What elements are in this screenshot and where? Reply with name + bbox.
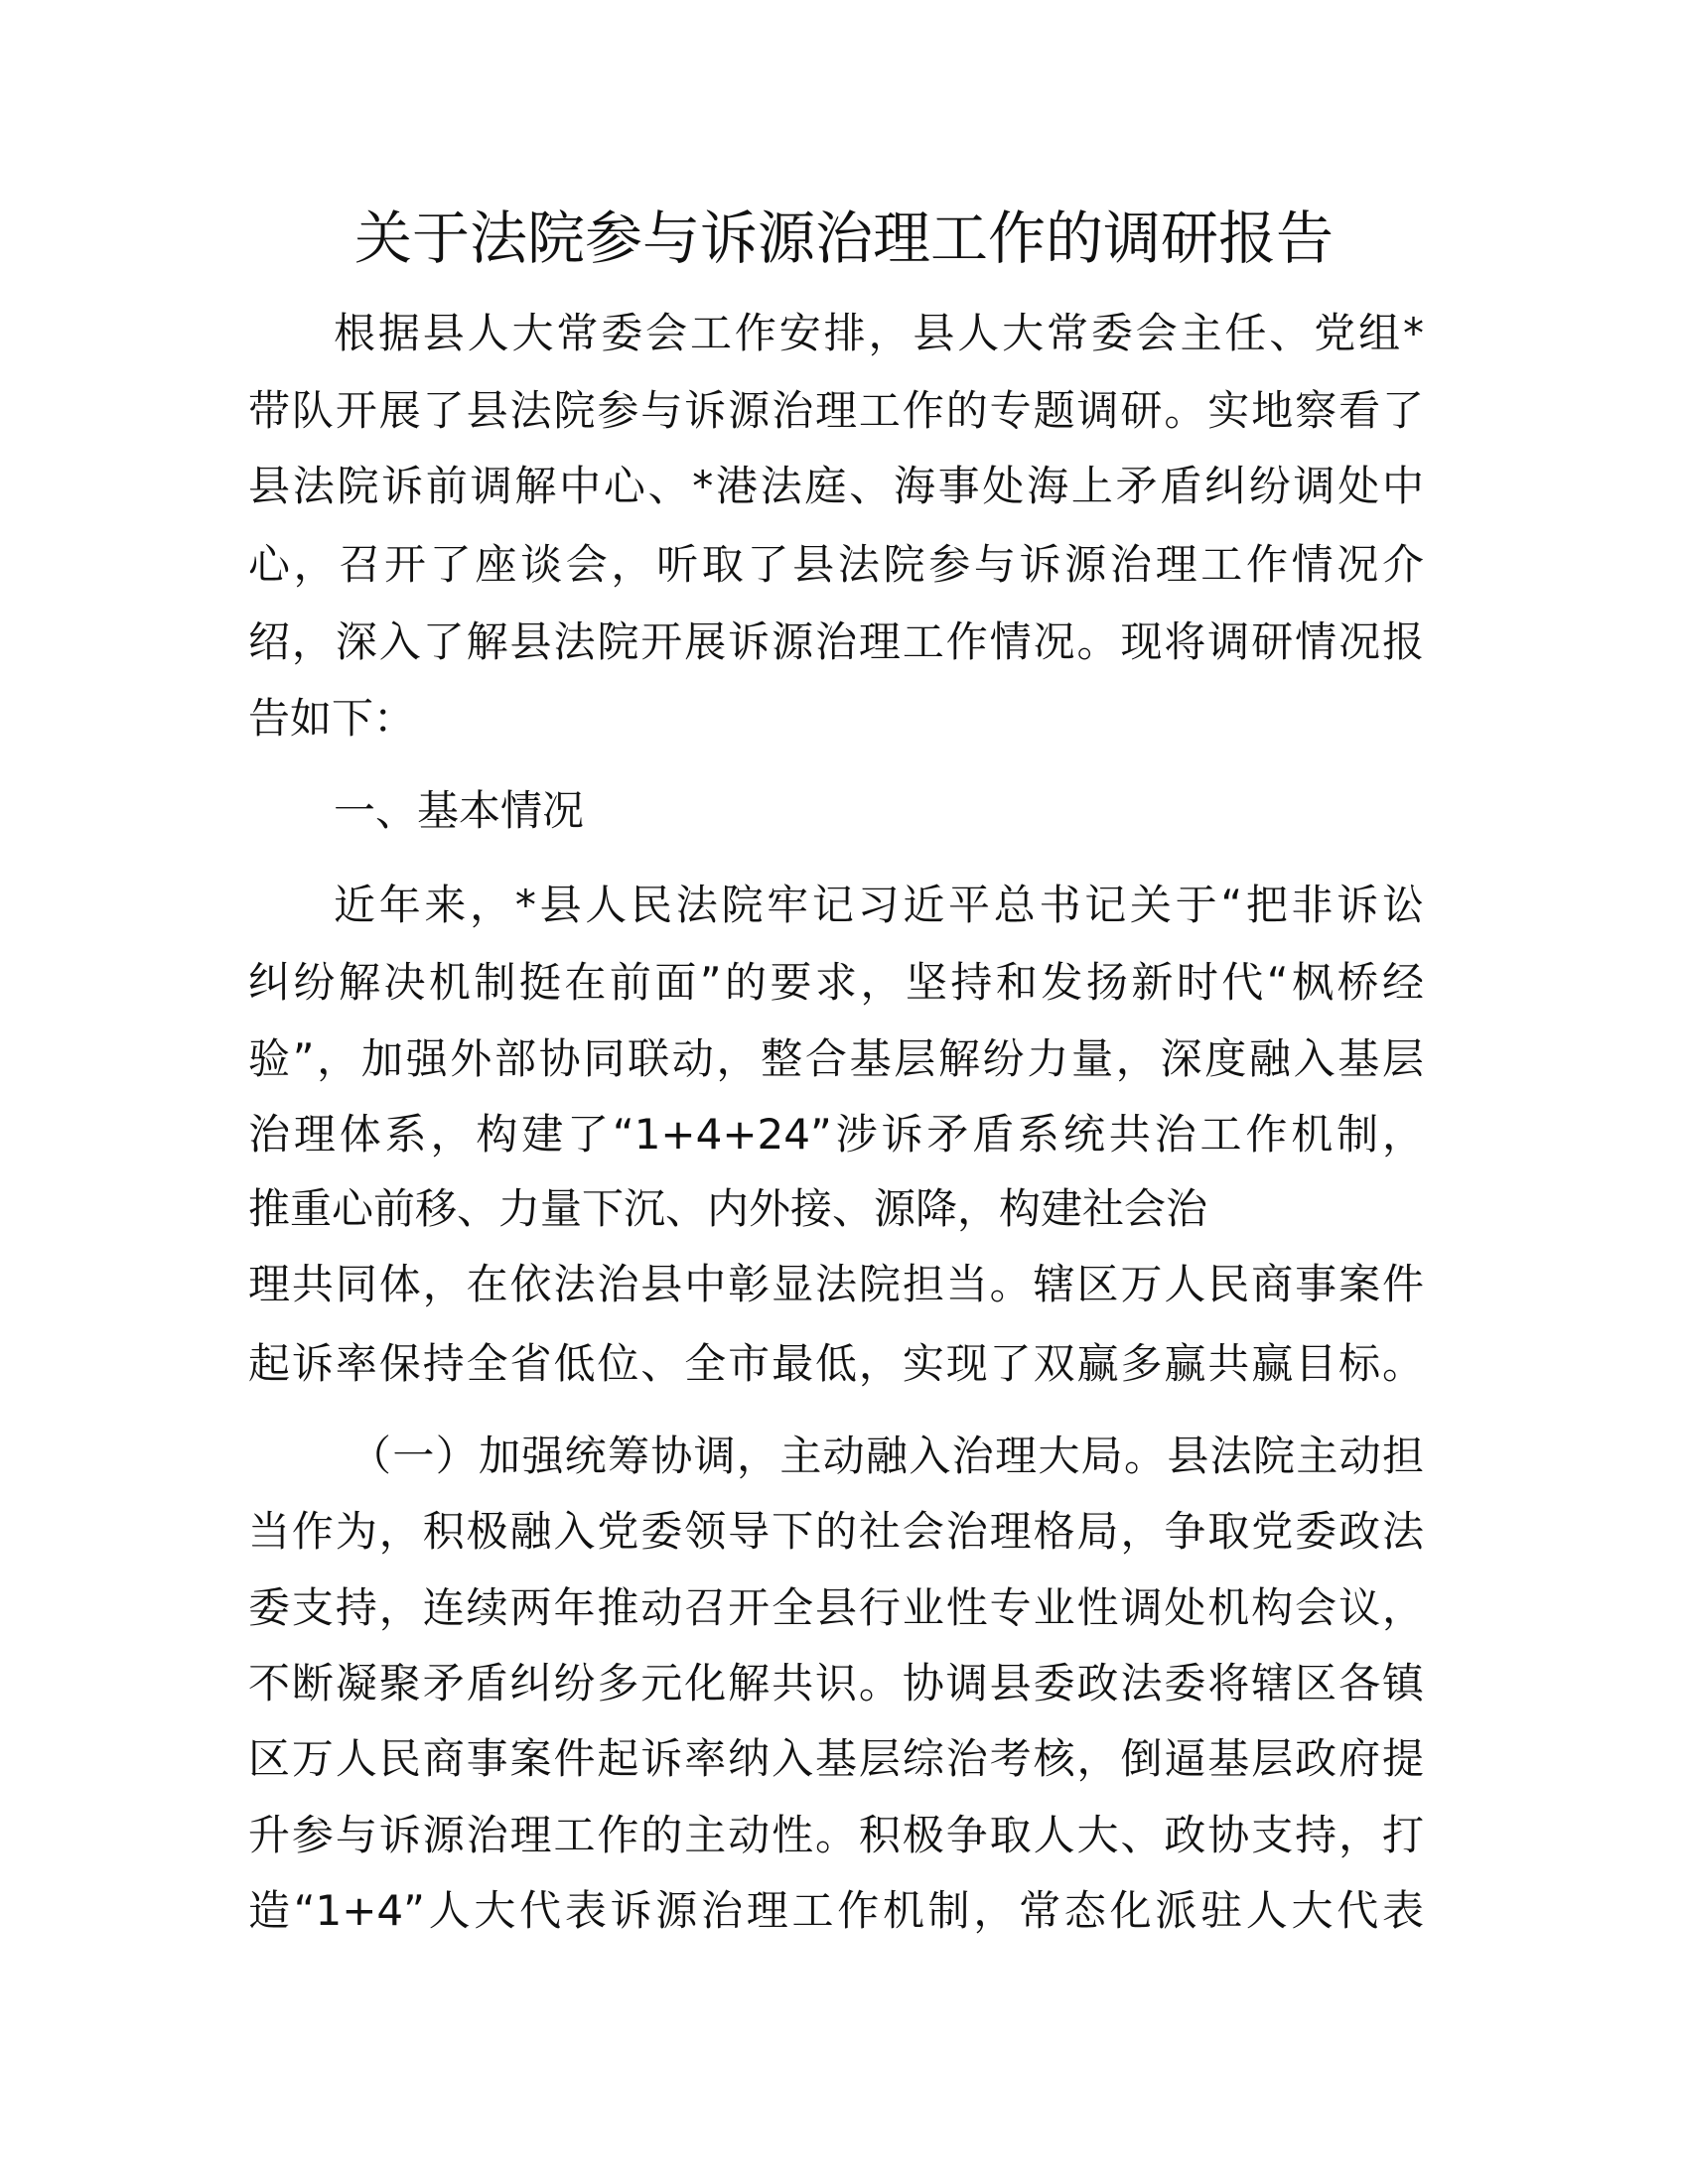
- body-line: 推重心前移、力量下沉、内外接、源降，构建社会治: [248, 1184, 1208, 1233]
- body-line: 纠纷解决机制挺在前面”的要求，坚持和发扬新时代“枫桥经: [248, 958, 1424, 1007]
- body-line: 当作为，积极融入党委领导下的社会治理格局，争取党委政法: [248, 1507, 1424, 1556]
- page-title: 关于法院参与诉源治理工作的调研报告: [353, 205, 1334, 272]
- body-line: 造“1+4”人大代表诉源治理工作机制，常态化派驻人大代表: [248, 1886, 1424, 1935]
- body-line: 心，召开了座谈会，听取了县法院参与诉源治理工作情况介: [248, 540, 1424, 589]
- body-line: 委支持，连续两年推动召开全县行业性专业性调处机构会议，: [248, 1583, 1424, 1632]
- body-line: 理共同体，在依法治县中彰显法院担当。辖区万人民商事案件: [248, 1260, 1424, 1308]
- body-line: 升参与诉源治理工作的主动性。积极争取人大、政协支持，打: [248, 1811, 1424, 1859]
- subsection-line: （一）加强统筹协调，主动融入治理大局。县法院主动担: [350, 1432, 1424, 1480]
- body-line: 告如下：: [248, 694, 416, 743]
- section-heading: 一、基本情况: [334, 786, 585, 835]
- body-line: 验”，加强外部协同联动，整合基层解纷力量，深度融入基层: [248, 1034, 1424, 1083]
- body-line: 治理体系，构建了“1+4+24”涉诉矛盾系统共治工作机制，: [248, 1110, 1424, 1159]
- body-line: 根据县人大常委会工作安排，县人大常委会主任、党组*: [334, 309, 1424, 357]
- body-line: 绍，深入了解县法院开展诉源治理工作情况。现将调研情况报: [248, 617, 1424, 666]
- body-line: 县法院诉前调解中心、*港法庭、海事处海上矛盾纠纷调处中: [248, 462, 1424, 510]
- body-line: 不断凝聚矛盾纠纷多元化解共识。协调县委政法委将辖区各镇: [248, 1659, 1424, 1707]
- body-line: 起诉率保持全省低位、全市最低，实现了双赢多赢共赢目标。: [248, 1339, 1424, 1388]
- body-line: 带队开展了县法院参与诉源治理工作的专题调研。实地察看了: [248, 386, 1424, 435]
- body-line: 近年来，*县人民法院牢记习近平总书记关于“把非诉讼: [334, 881, 1424, 929]
- body-line: 区万人民商事案件起诉率纳入基层综治考核，倒逼基层政府提: [248, 1734, 1424, 1783]
